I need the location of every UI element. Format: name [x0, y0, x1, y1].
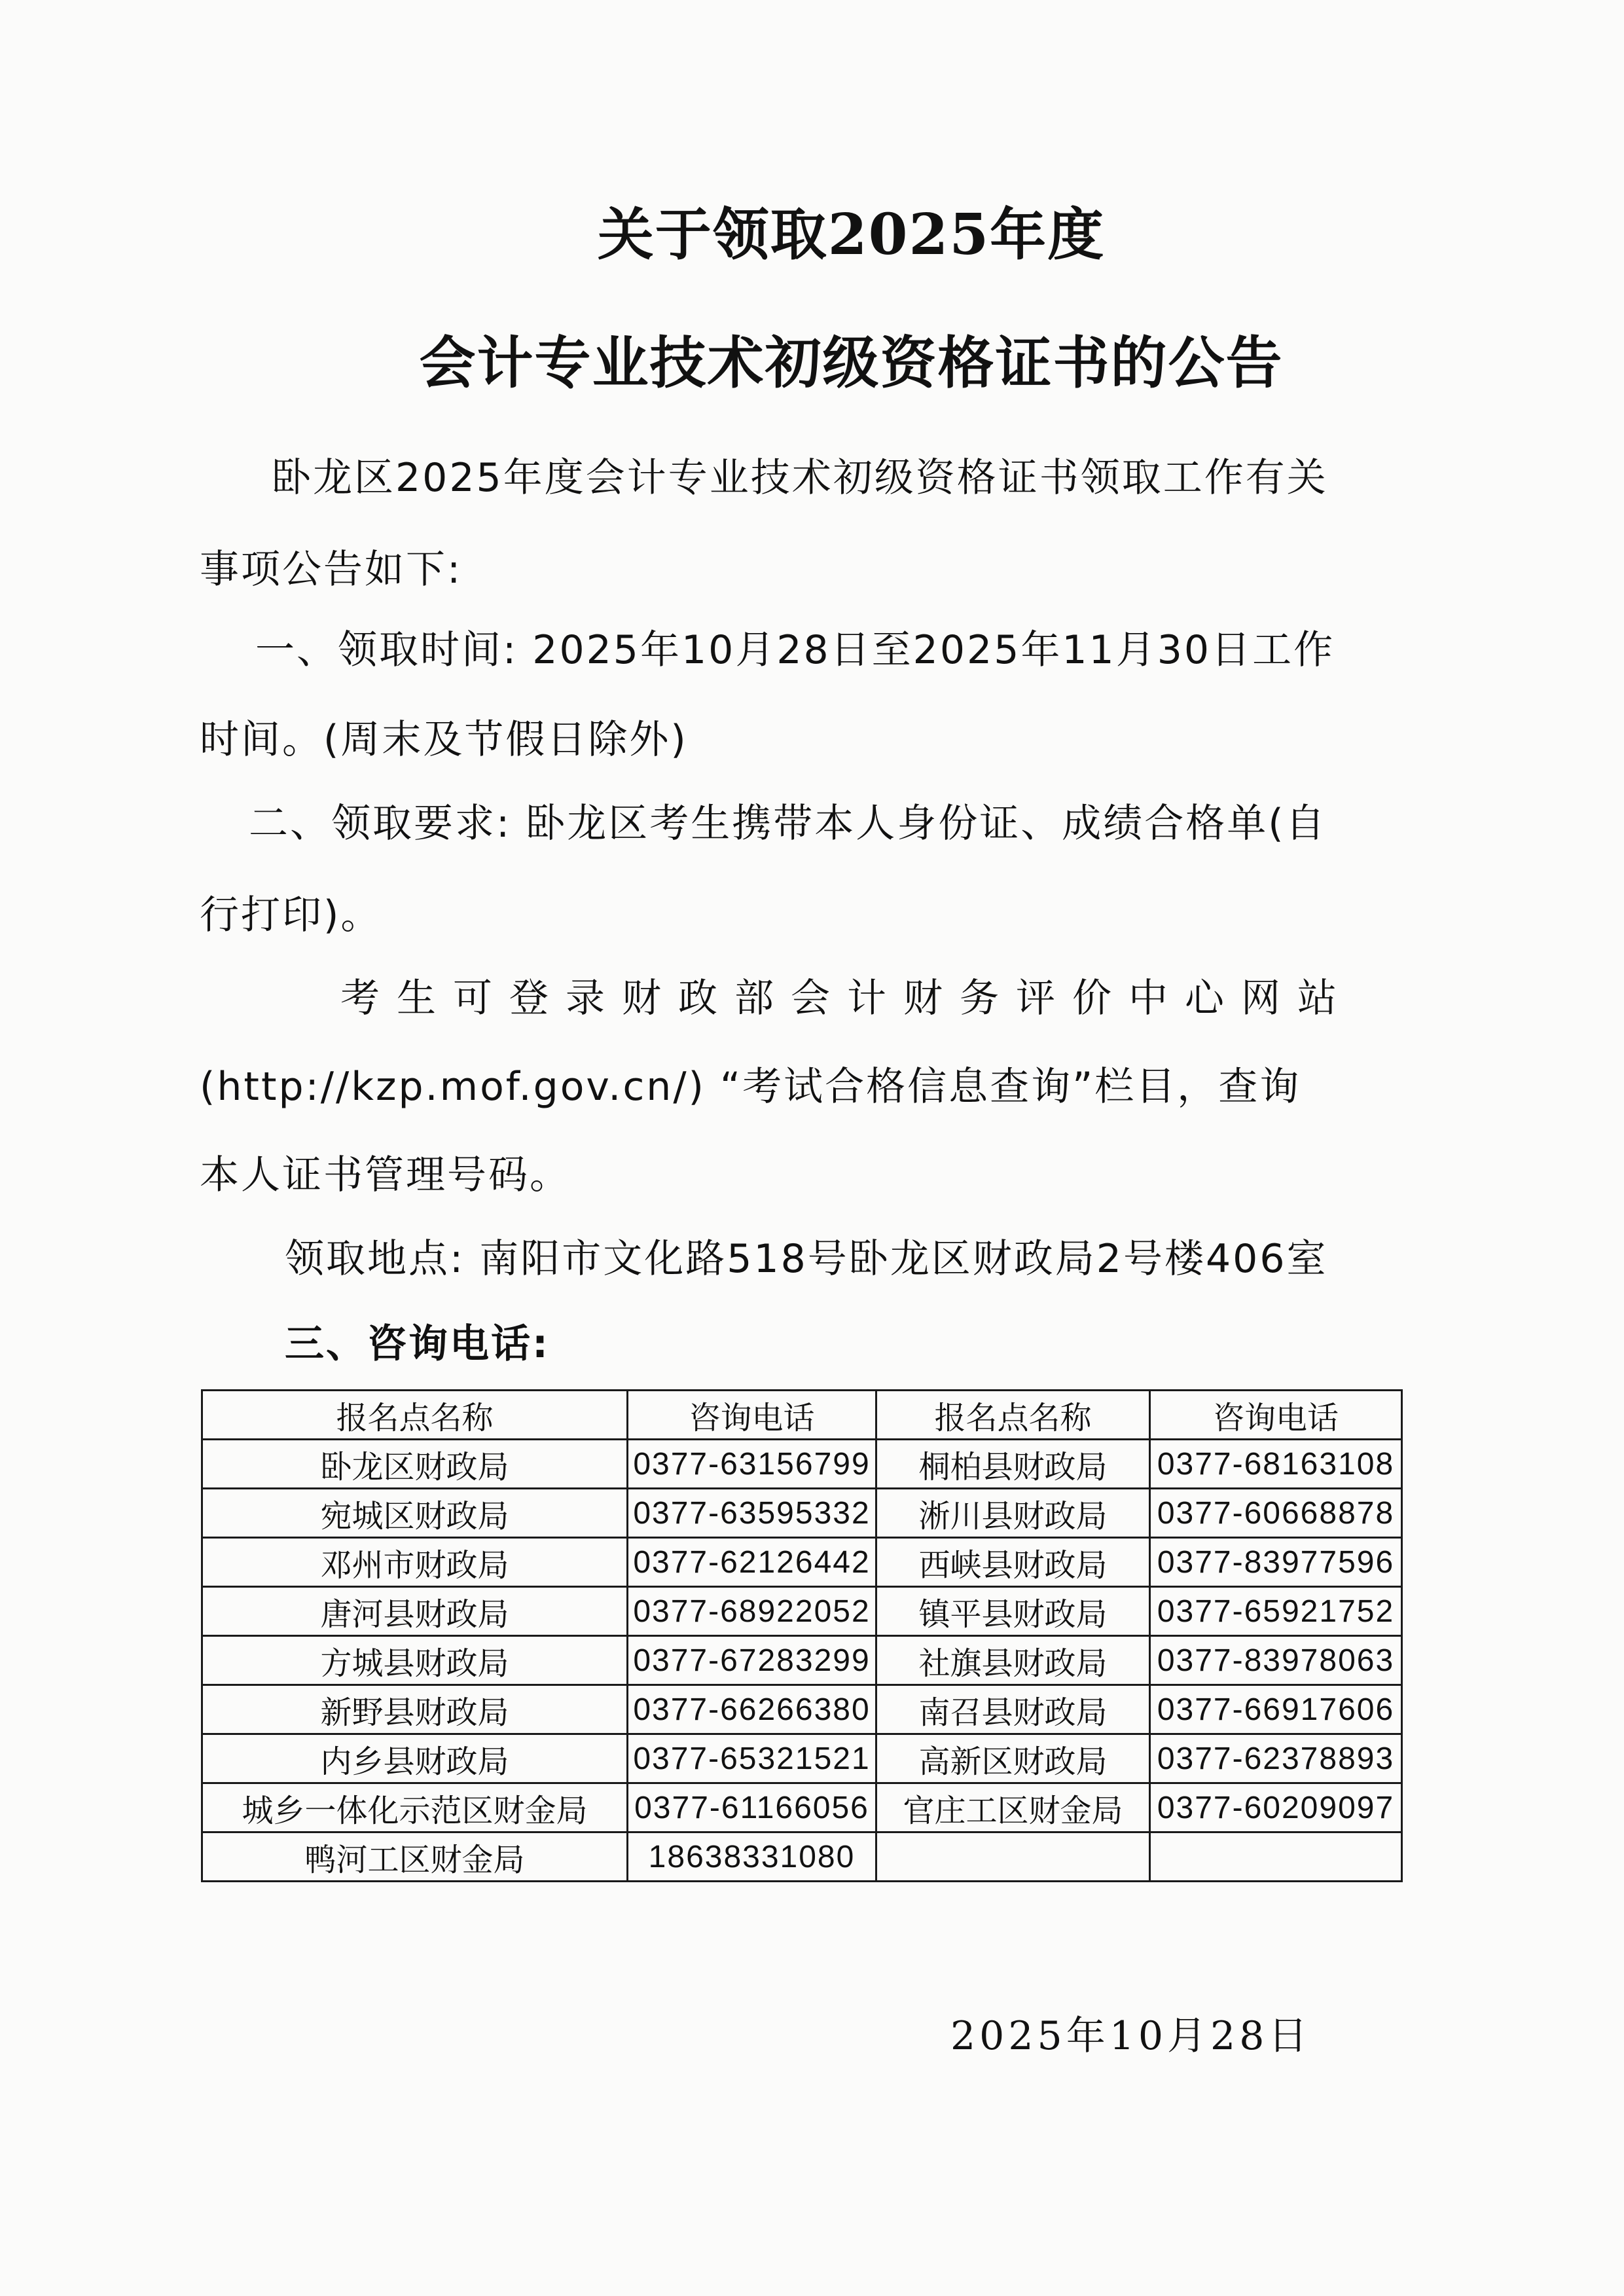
phone-number: 0377-66266380: [628, 1685, 876, 1734]
phone-number: 0377-83978063: [1150, 1636, 1402, 1685]
table-row: [202, 1734, 1402, 1783]
intro-line-1: 卧龙区2025年度会计专业技术初级资格证书领取工作有关: [272, 455, 1328, 501]
table-row: [202, 1636, 1402, 1685]
table-row: [202, 1538, 1402, 1587]
phone-number: 0377-65921752: [1150, 1587, 1402, 1636]
table-header-row: [202, 1391, 1402, 1440]
table-row: [202, 1587, 1402, 1636]
phone-number: 0377-61166056: [628, 1783, 876, 1832]
office-name: 淅川县财政局: [876, 1489, 1150, 1538]
phone-number: 0377-63156799: [628, 1440, 876, 1489]
office-name: 唐河县财政局: [202, 1587, 628, 1636]
office-name: 西峡县财政局: [876, 1538, 1150, 1587]
intro-line-2: 事项公告如下:: [200, 547, 463, 592]
table-row: [202, 1440, 1402, 1489]
issue-date: 2025年10月28日: [950, 2013, 1312, 2059]
section1-line-1: 一、领取时间: 2025年10月28日至2025年11月30日工作: [255, 627, 1335, 673]
phone-number: 0377-68163108: [1150, 1440, 1402, 1489]
header-phone: 咨询电话: [628, 1391, 876, 1440]
office-name: 宛城区财政局: [202, 1489, 628, 1538]
table-row: [202, 1832, 1402, 1882]
office-name: 新野县财政局: [202, 1685, 628, 1734]
office-name: 城乡一体化示范区财金局: [202, 1783, 628, 1832]
office-name: 卧龙区财政局: [202, 1440, 628, 1489]
office-name: 方城县财政局: [202, 1636, 628, 1685]
office-name: 南召县财政局: [876, 1685, 1150, 1734]
phone-number: 0377-67283299: [628, 1636, 876, 1685]
phone-number: 0377-60668878: [1150, 1489, 1402, 1538]
phone-number: 0377-68922052: [628, 1587, 876, 1636]
office-name: 桐柏县财政局: [876, 1440, 1150, 1489]
office-name: 镇平县财政局: [876, 1587, 1150, 1636]
phone-number: 0377-66917606: [1150, 1685, 1402, 1734]
section1-line-2: 时间。(周末及节假日除外): [200, 717, 688, 763]
office-name: 内乡县财政局: [202, 1734, 628, 1783]
office-name: 鸭河工区财金局: [202, 1832, 628, 1882]
phone-number: 18638331080: [628, 1832, 876, 1882]
contact-table: [201, 1389, 1403, 1882]
location-line: 领取地点: 南阳市文化路518号卧龙区财政局2号楼406室: [285, 1236, 1328, 1282]
table-row: [202, 1783, 1402, 1832]
header-office-name: 报名点名称: [202, 1391, 628, 1440]
section2-line-2: 行打印)。: [200, 892, 382, 938]
phone-number: 0377-83977596: [1150, 1538, 1402, 1587]
title-line-1: 关于领取2025年度: [597, 202, 1106, 268]
phone-number: 0377-60209097: [1150, 1783, 1402, 1832]
section2-line-1: 二、领取要求: 卧龙区考生携带本人身份证、成绩合格单(自: [249, 801, 1327, 847]
office-name: 官庄工区财金局: [876, 1783, 1150, 1832]
phone-number: 0377-62378893: [1150, 1734, 1402, 1783]
title-line-2: 会计专业技术初级资格证书的公告: [419, 330, 1284, 396]
phone-number: 0377-63595332: [628, 1489, 876, 1538]
section3-heading: 三、咨询电话:: [285, 1321, 550, 1367]
website-line-1: 考生可登录财政部会计财务评价中心网站: [340, 975, 1354, 1021]
phone-number: 0377-62126442: [628, 1538, 876, 1587]
header-phone: 咨询电话: [1150, 1391, 1402, 1440]
website-line-3: 本人证书管理号码。: [200, 1152, 571, 1198]
website-line-2: (http://kzp.mof.gov.cn/) “考试合格信息查询”栏目，查询: [200, 1064, 1301, 1110]
phone-number: [1150, 1832, 1402, 1882]
office-name: 高新区财政局: [876, 1734, 1150, 1783]
office-name: [876, 1832, 1150, 1882]
office-name: 社旗县财政局: [876, 1636, 1150, 1685]
phone-number: 0377-65321521: [628, 1734, 876, 1783]
header-office-name: 报名点名称: [876, 1391, 1150, 1440]
office-name: 邓州市财政局: [202, 1538, 628, 1587]
table-row: [202, 1489, 1402, 1538]
table-row: [202, 1685, 1402, 1734]
